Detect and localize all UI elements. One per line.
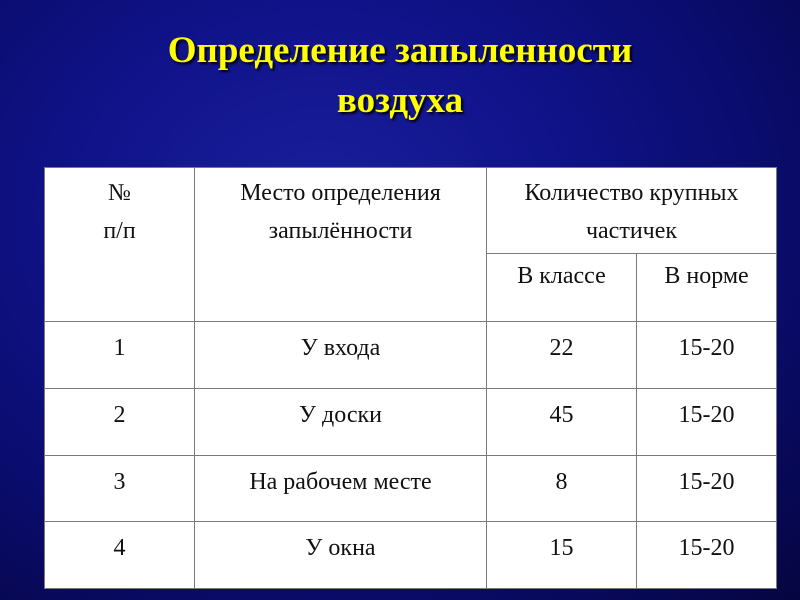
row-norm-value: 15-20 [637, 456, 777, 522]
row-norm-value: 15-20 [637, 389, 777, 456]
header-in-class: В классе [487, 254, 637, 322]
table-row [45, 456, 777, 522]
row-number: 1 [45, 322, 195, 389]
table-row [45, 389, 777, 456]
header-place-line-2: запылённости [268, 218, 413, 244]
dust-table [44, 167, 777, 589]
table-row [45, 522, 777, 589]
row-place: У доски [195, 389, 487, 456]
header-count [487, 168, 777, 254]
row-number: 2 [45, 389, 195, 456]
header-place [195, 168, 487, 322]
row-place: На рабочем месте [195, 456, 487, 522]
header-count-line-2: частичек [585, 218, 678, 244]
row-norm-value: 15-20 [637, 322, 777, 389]
row-class-value: 15 [487, 522, 637, 589]
slide-title-line-2: воздуха [336, 80, 464, 121]
header-count-line-1: Количество крупных [524, 180, 739, 206]
row-class-value: 45 [487, 389, 637, 456]
row-place: У входа [195, 322, 487, 389]
row-class-value: 8 [487, 456, 637, 522]
row-class-value: 22 [487, 322, 637, 389]
header-number [45, 168, 195, 322]
header-number-line-1: № [108, 180, 131, 206]
table-row [45, 322, 777, 389]
row-norm-value: 15-20 [637, 522, 777, 589]
table-header-row [45, 168, 777, 254]
row-number: 4 [45, 522, 195, 589]
slide-title [0, 26, 800, 126]
header-number-line-2: п/п [103, 218, 136, 244]
row-place: У окна [195, 522, 487, 589]
header-place-line-1: Место определения [240, 180, 441, 206]
row-number: 3 [45, 456, 195, 522]
slide-title-line-1: Определение запыленности [167, 30, 633, 71]
header-norm: В норме [637, 254, 777, 322]
